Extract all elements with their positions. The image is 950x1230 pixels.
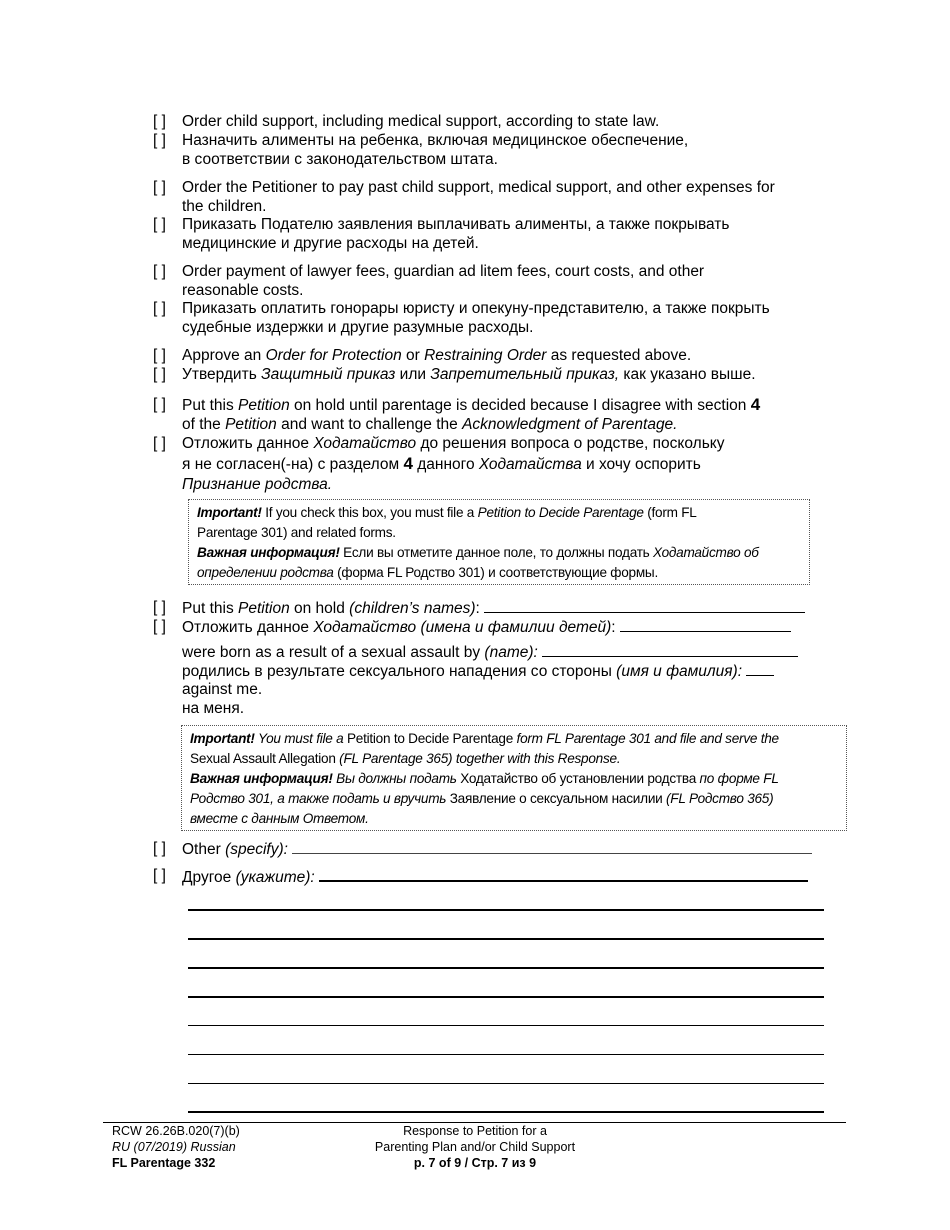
protection-order-checkbox[interactable]: [ ]: [153, 347, 166, 364]
past-support-ru-line2: медицинские и другие расходы на детей.: [182, 235, 479, 252]
hold-parentage-en-line2: of the Petition and want to challenge the Acknowledgment of Parentage.: [182, 416, 678, 433]
writing-line[interactable]: [188, 938, 824, 940]
against-me-ru: на меня.: [182, 700, 245, 717]
protection-order-en: Approve an Order for Protection or Restraining Order as requested above.: [182, 347, 692, 364]
footer-title-line2: Parenting Plan and/or Child Support: [374, 1140, 576, 1154]
child-support-ru-line2: в соответствии с законодательством штата.: [182, 151, 498, 168]
past-support-en-line1: Order the Petitioner to pay past child support, medical support, and other expenses for: [182, 179, 775, 196]
child-support-ru-checkbox[interactable]: [ ]: [153, 132, 166, 149]
hold-parentage-checkbox[interactable]: [ ]: [153, 396, 166, 413]
lawyer-fees-ru-line1: Приказать оплатить гонорары юристу и опекуну-представителю, а также покрыть: [182, 300, 770, 317]
writing-line[interactable]: [188, 996, 824, 998]
footer-form-number: FL Parentage 332: [112, 1156, 216, 1170]
assault-note-ru-line3: вместе с данным Ответом.: [190, 811, 369, 826]
past-support-en-line2: the children.: [182, 198, 267, 215]
parentage-note-en-line2: Parentage 301) and related forms.: [197, 525, 396, 540]
footer-title-line1: Response to Petition for a: [403, 1124, 547, 1138]
children-names-ru-field[interactable]: [620, 617, 791, 632]
writing-line[interactable]: [188, 1111, 824, 1113]
assailant-name-field[interactable]: [542, 642, 798, 657]
lawyer-fees-en-line2: reasonable costs.: [182, 282, 304, 299]
other-ru: Другое (укажите):: [182, 866, 808, 887]
hold-parentage-ru-line2: я не согласен(-на) с разделом 4 данного Ходатайства и хочу оспорить: [182, 454, 701, 473]
footer-version: RU (07/2019) Russian: [112, 1140, 236, 1154]
children-names-field[interactable]: [484, 598, 805, 613]
parentage-important-note: [188, 499, 810, 585]
assault-note-en-line2: Sexual Assault Allegation (FL Parentage 365) together with this Response.: [190, 751, 621, 766]
hold-assault-checkbox[interactable]: [ ]: [153, 599, 166, 616]
protection-order-ru: Утвердить Защитный приказ или Запретительный приказ, как указано выше.: [182, 366, 756, 383]
hold-assault-ru-checkbox[interactable]: [ ]: [153, 618, 166, 635]
protection-order-ru-checkbox[interactable]: [ ]: [153, 366, 166, 383]
hold-assault-ru: Отложить данное Ходатайство (имена и фамилии детей):: [182, 617, 791, 637]
parentage-note-ru-line1: Важная информация! Если вы отметите данное поле, то должны подать Ходатайство об: [197, 545, 759, 560]
writing-line[interactable]: [188, 1054, 824, 1055]
past-support-ru-line1: Приказать Подателю заявления выплачивать алименты, а также покрывать: [182, 216, 730, 233]
lawyer-fees-en-line1: Order payment of lawyer fees, guardian ad litem fees, court costs, and other: [182, 263, 705, 280]
lawyer-fees-ru-line2: судебные издержки и другие разумные расходы.: [182, 319, 534, 336]
footer-rcw: RCW 26.26B.020(7)(b): [112, 1124, 240, 1138]
hold-assault-en: Put this Petition on hold (children’s names):: [182, 598, 805, 618]
past-support-ru-checkbox[interactable]: [ ]: [153, 216, 166, 233]
writing-line[interactable]: [188, 909, 824, 911]
lawyer-fees-checkbox[interactable]: [ ]: [153, 263, 166, 280]
other-ru-checkbox[interactable]: [ ]: [153, 867, 166, 884]
hold-parentage-ru-checkbox[interactable]: [ ]: [153, 435, 166, 452]
assault-important-note: [181, 725, 847, 831]
writing-line[interactable]: [188, 967, 824, 969]
against-me-en: against me.: [182, 681, 263, 698]
other-en: Other (specify):: [182, 839, 812, 859]
parentage-note-ru-line2: определении родства (форма FL Родство 301) и соответствующие формы.: [197, 565, 658, 580]
footer-left: [112, 1123, 240, 1171]
writing-line[interactable]: [188, 1025, 824, 1026]
born-assault-en: were born as a result of a sexual assault by (name):: [182, 642, 798, 662]
past-support-checkbox[interactable]: [ ]: [153, 179, 166, 196]
other-checkbox[interactable]: [ ]: [153, 840, 166, 857]
assault-note-en-line1: Important! You must file a Petition to Decide Parentage form FL Parentage 301 and file and serve the: [190, 731, 779, 746]
assault-note-ru-line2: Родство 301, а также подать и вручить Заявление о сексуальном насилии (FL Родство 365): [190, 791, 774, 806]
other-specify-field[interactable]: [292, 839, 812, 854]
born-assault-ru: родились в результате сексуального нападения со стороны (имя и фамилия):: [182, 661, 774, 681]
child-support-checkbox[interactable]: [ ]: [153, 113, 166, 130]
child-support-en: Order child support, including medical support, according to state law.: [182, 113, 660, 130]
parentage-note-en-line1: Important! If you check this box, you must file a Petition to Decide Parentage (form FL: [197, 505, 697, 520]
child-support-ru-line1: Назначить алименты на ребенка, включая медицинское обеспечение,: [182, 132, 689, 149]
hold-parentage-ru-line3: Признание родства.: [182, 476, 333, 493]
footer-page-number: p. 7 of 9 / Стр. 7 из 9: [413, 1156, 537, 1170]
assault-note-ru-line1: Важная информация! Вы должны подать Ходатайство об установлении родства по форме FL: [190, 771, 779, 786]
other-specify-ru-field[interactable]: [319, 866, 808, 882]
assailant-name-ru-field[interactable]: [746, 661, 774, 676]
lawyer-fees-ru-checkbox[interactable]: [ ]: [153, 300, 166, 317]
footer-center: [320, 1123, 630, 1171]
hold-parentage-ru-line1: Отложить данное Ходатайство до решения вопроса о родстве, поскольку: [182, 435, 725, 452]
writing-line[interactable]: [188, 1083, 824, 1084]
hold-parentage-en-line1: Put this Petition on hold until parentage is decided because I disagree with section 4: [182, 395, 761, 414]
